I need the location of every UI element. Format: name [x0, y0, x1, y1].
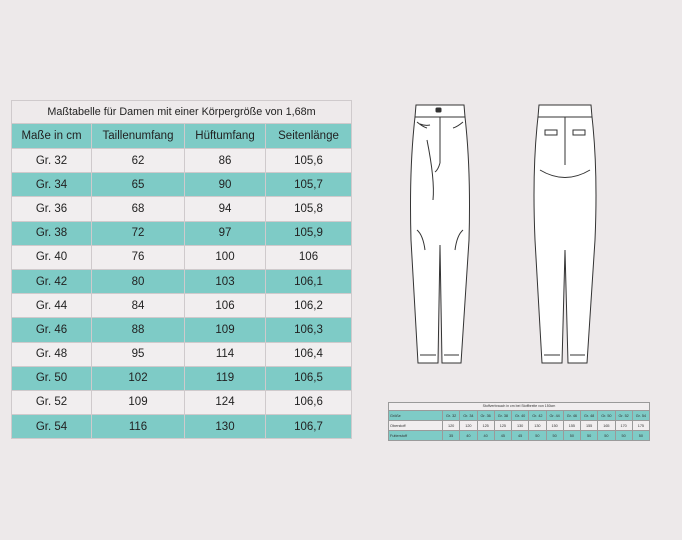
- size-table-cell: 106: [185, 294, 266, 318]
- fabric-table-row: [389, 421, 650, 431]
- size-table-cell: 94: [185, 197, 266, 221]
- size-table-cell: 88: [92, 318, 185, 342]
- fabric-table-cell: 165: [598, 421, 615, 431]
- size-table-cell: 76: [92, 245, 185, 269]
- size-table-row: [12, 294, 352, 318]
- fabric-table-cell: 35: [443, 431, 460, 441]
- size-table-row: [12, 318, 352, 342]
- fabric-table-cell: 50: [581, 431, 598, 441]
- fabric-table-cell: 125: [494, 421, 511, 431]
- fabric-table-cell: 175: [632, 421, 649, 431]
- fabric-table-cell: Größe: [389, 411, 443, 421]
- size-table-cell: 106,7: [266, 415, 352, 439]
- size-table-cell: 119: [185, 366, 266, 390]
- fabric-table-cell: 50: [632, 431, 649, 441]
- size-table-row: [12, 390, 352, 414]
- fabric-table-cell: 130: [529, 421, 546, 431]
- size-table-cell: 97: [185, 221, 266, 245]
- size-table-row: [12, 415, 352, 439]
- size-table-cell: 105,6: [266, 149, 352, 173]
- fabric-table-cell: 170: [615, 421, 632, 431]
- pants-front-drawing: [405, 100, 475, 370]
- fabric-table-cell: Gr. 52: [615, 411, 632, 421]
- size-table-row: [12, 269, 352, 293]
- size-table-cell: 100: [185, 245, 266, 269]
- fabric-table-cell: 120: [443, 421, 460, 431]
- size-table-cell: 106,1: [266, 269, 352, 293]
- fabric-table-cell: Futterstoff: [389, 431, 443, 441]
- size-table-cell: 106: [266, 245, 352, 269]
- size-table-cell: 109: [185, 318, 266, 342]
- size-table-cell: 86: [185, 149, 266, 173]
- fabric-consumption-table: [388, 402, 650, 441]
- size-table-row: [12, 197, 352, 221]
- fabric-table-cell: Gr. 44: [546, 411, 563, 421]
- fabric-table-cell: 150: [546, 421, 563, 431]
- fabric-table-cell: 125: [477, 421, 494, 431]
- size-table-cell: 106,5: [266, 366, 352, 390]
- size-table-cell: Gr. 46: [12, 318, 92, 342]
- fabric-table-cell: 50: [546, 431, 563, 441]
- size-table-cell: Gr. 42: [12, 269, 92, 293]
- size-table-cell: 84: [92, 294, 185, 318]
- size-table-row: [12, 173, 352, 197]
- size-table-cell: 105,9: [266, 221, 352, 245]
- size-table-header-cell: Hüftumfang: [185, 124, 266, 149]
- fabric-table-cell: Gr. 48: [581, 411, 598, 421]
- size-table-cell: 80: [92, 269, 185, 293]
- size-table-cell: 65: [92, 173, 185, 197]
- size-table-cell: 106,3: [266, 318, 352, 342]
- fabric-table-cell: Gr. 36: [477, 411, 494, 421]
- size-table-cell: 103: [185, 269, 266, 293]
- size-table-cell: Gr. 52: [12, 390, 92, 414]
- size-table-row: [12, 149, 352, 173]
- size-table-cell: 106,6: [266, 390, 352, 414]
- fabric-table-cell: Gr. 42: [529, 411, 546, 421]
- pants-back-drawing: [530, 100, 600, 370]
- size-table-cell: 72: [92, 221, 185, 245]
- size-table-cell: 124: [185, 390, 266, 414]
- size-table-cell: 95: [92, 342, 185, 366]
- size-table-row: [12, 245, 352, 269]
- size-table-cell: 114: [185, 342, 266, 366]
- fabric-table-cell: Gr. 38: [494, 411, 511, 421]
- fabric-table-cell: 155: [581, 421, 598, 431]
- fabric-table-cell: 45: [494, 431, 511, 441]
- size-table-cell: Gr. 38: [12, 221, 92, 245]
- fabric-table-cell: Gr. 40: [512, 411, 529, 421]
- size-table-cell: 102: [92, 366, 185, 390]
- fabric-table-cell: Oberstoff: [389, 421, 443, 431]
- size-table-cell: 68: [92, 197, 185, 221]
- fabric-table-cell: 50: [615, 431, 632, 441]
- fabric-table-cell: Gr. 50: [598, 411, 615, 421]
- fabric-table-row: [389, 431, 650, 441]
- size-table-cell: Gr. 44: [12, 294, 92, 318]
- size-table-cell: 105,7: [266, 173, 352, 197]
- size-table-header-cell: Seitenlänge: [266, 124, 352, 149]
- fabric-table-cell: 40: [460, 431, 477, 441]
- fabric-table-cell: 50: [598, 431, 615, 441]
- size-table-cell: Gr. 36: [12, 197, 92, 221]
- size-table-title: Maßtabelle für Damen mit einer Körpergröße von 1,68m: [12, 101, 352, 124]
- size-table-cell: 106,2: [266, 294, 352, 318]
- fabric-table-cell: 155: [563, 421, 580, 431]
- fabric-table-cell: 40: [477, 431, 494, 441]
- fabric-table-cell: 130: [512, 421, 529, 431]
- size-table-cell: 116: [92, 415, 185, 439]
- fabric-table-title: Stoffverbrauch in cm bei Stoffbreite von 150cm: [388, 402, 650, 410]
- size-table-row: [12, 366, 352, 390]
- fabric-table-cell: Gr. 32: [443, 411, 460, 421]
- size-table-cell: 105,8: [266, 197, 352, 221]
- fabric-table-row: [389, 411, 650, 421]
- fabric-table-cell: 45: [512, 431, 529, 441]
- size-table-cell: 109: [92, 390, 185, 414]
- size-table-cell: Gr. 48: [12, 342, 92, 366]
- size-table-cell: Gr. 40: [12, 245, 92, 269]
- fabric-table-cell: 50: [529, 431, 546, 441]
- size-table-cell: 130: [185, 415, 266, 439]
- size-table-cell: 106,4: [266, 342, 352, 366]
- size-table: [11, 100, 352, 439]
- size-table-header-row: [12, 124, 352, 149]
- size-table-cell: Gr. 50: [12, 366, 92, 390]
- fabric-table-cell: Gr. 34: [460, 411, 477, 421]
- size-table-cell: 62: [92, 149, 185, 173]
- size-table-row: [12, 342, 352, 366]
- size-table-cell: 90: [185, 173, 266, 197]
- fabric-table-cell: Gr. 46: [563, 411, 580, 421]
- size-table-header-cell: Maße in cm: [12, 124, 92, 149]
- fabric-table-cell: 120: [460, 421, 477, 431]
- fabric-table-cell: Gr. 54: [632, 411, 649, 421]
- size-table-row: [12, 221, 352, 245]
- size-table-cell: Gr. 54: [12, 415, 92, 439]
- size-table-cell: Gr. 32: [12, 149, 92, 173]
- size-table-cell: Gr. 34: [12, 173, 92, 197]
- fabric-table-cell: 50: [563, 431, 580, 441]
- size-table-header-cell: Taillenumfang: [92, 124, 185, 149]
